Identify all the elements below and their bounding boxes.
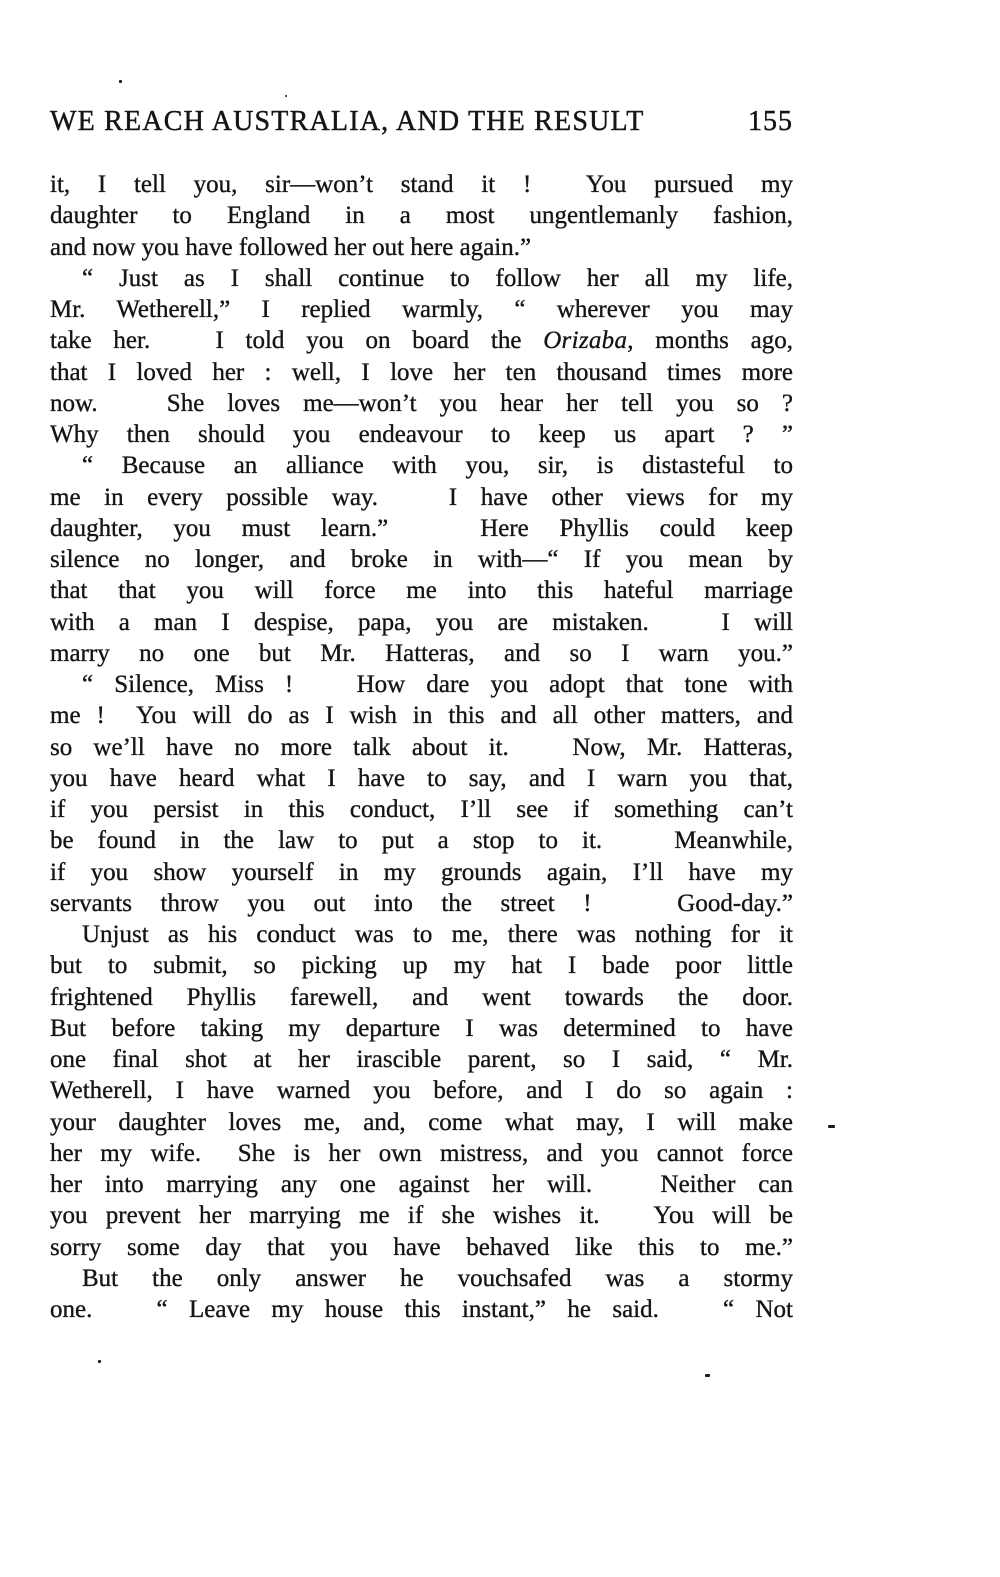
text-line — [50, 325, 793, 356]
text-line — [50, 1044, 793, 1075]
text-segment: Why then should you endeavour to keep us apart ? ” — [50, 421, 793, 448]
text-line — [50, 1263, 793, 1294]
text-line — [50, 575, 793, 606]
page-text-block — [50, 169, 793, 1325]
page-number: 155 — [748, 106, 793, 137]
running-header — [50, 106, 793, 138]
text-segment: one final shot at her irascible parent, so I said, “ Mr. — [50, 1046, 793, 1073]
scan-speck — [705, 1374, 710, 1377]
text-line — [50, 950, 793, 981]
paragraph — [50, 450, 793, 669]
text-segment: me in every possible way. I have other views for my — [50, 483, 793, 511]
text-line — [50, 232, 793, 263]
text-segment: if you persist in this conduct, I’ll see if something can’t — [50, 796, 793, 823]
text-line — [50, 669, 793, 700]
text-segment: you have heard what I have to say, and I warn you that, — [50, 764, 793, 792]
text-line — [50, 982, 793, 1013]
text-segment: with a man I despise, papa, you are mistaken. I will — [50, 608, 793, 636]
text-segment: her into marrying any one against her will. Neither can — [50, 1171, 793, 1198]
text-segment: you prevent her marrying me if she wishes it. You will be — [50, 1202, 793, 1230]
paragraph — [50, 669, 793, 919]
text-segment: and now you have followed her out here again.” — [50, 233, 532, 261]
text-line — [50, 1232, 793, 1263]
text-line — [50, 794, 793, 825]
text-segment: that that you will force me into this hateful marriage — [50, 577, 793, 605]
text-segment: Wetherell, I have warned you before, and I do so again : — [50, 1077, 793, 1105]
text-line — [50, 482, 793, 513]
text-line — [50, 700, 793, 731]
text-segment: one. “ Leave my house this instant,” he said. “ Not — [50, 1296, 793, 1323]
text-segment: silence no longer, and broke in with—“ If you mean by — [50, 546, 793, 573]
text-segment: it, I tell you, sir—won’t stand it ! You pursued my — [50, 171, 793, 198]
text-line — [50, 825, 793, 856]
text-line — [50, 1075, 793, 1106]
text-line — [50, 513, 793, 544]
text-segment: , months ago, — [627, 327, 793, 355]
text-line — [50, 763, 793, 794]
text-segment: “ Silence, Miss ! How dare you adopt that tone with — [82, 671, 793, 698]
text-segment: but to submit, so picking up my hat I bade poor little — [50, 952, 793, 980]
text-line — [50, 450, 793, 481]
text-line — [50, 607, 793, 638]
text-segment: “ Just as I shall continue to follow her all my life, — [82, 264, 793, 292]
text-line — [50, 919, 793, 950]
text-line — [50, 294, 793, 325]
paragraph — [50, 169, 793, 263]
text-line — [50, 1294, 793, 1325]
text-line — [50, 169, 793, 200]
text-segment: her my wife. She is her own mistress, and you cannot force — [50, 1139, 793, 1167]
paragraph — [50, 919, 793, 1263]
text-line — [50, 638, 793, 669]
text-segment: sorry some day that you have behaved like this to me.” — [50, 1233, 793, 1261]
text-segment: your daughter loves me, and, come what may, I will make — [50, 1108, 793, 1136]
text-segment: be found in the law to put a stop to it. Meanwhile, — [50, 827, 793, 855]
text-segment: daughter, you must learn.” Here Phyllis could keep — [50, 514, 793, 542]
scan-speck — [98, 1360, 101, 1363]
text-line — [50, 419, 793, 450]
text-line — [50, 388, 793, 419]
text-segment: Mr. Wetherell,” I replied warmly, “ wherever you may — [50, 296, 793, 323]
text-segment: servants throw you out into the street ! Good-day.” — [50, 889, 793, 917]
text-line — [50, 357, 793, 388]
text-line — [50, 732, 793, 763]
text-segment: me ! You will do as I wish in this and all other matters, and — [50, 702, 793, 730]
paragraph — [50, 263, 793, 451]
scan-speck — [119, 80, 122, 83]
scan-speck — [285, 95, 287, 97]
text-segment: daughter to England in a most ungentlemanly fashion, — [50, 202, 793, 230]
paragraph — [50, 1263, 793, 1326]
text-line — [50, 857, 793, 888]
text-line — [50, 1138, 793, 1169]
text-line — [50, 1107, 793, 1138]
italic-text: Orizaba — [543, 327, 628, 355]
text-line — [50, 1013, 793, 1044]
text-line — [50, 200, 793, 231]
text-segment: so we’ll have no more talk about it. Now, Mr. Hatteras, — [50, 733, 793, 761]
text-line — [50, 888, 793, 919]
text-line — [50, 544, 793, 575]
text-segment: “ Because an alliance with you, sir, is distasteful to — [82, 452, 793, 480]
text-segment: Unjust as his conduct was to me, there was nothing for it — [82, 921, 793, 948]
text-line — [50, 1169, 793, 1200]
text-line — [50, 263, 793, 294]
text-segment: if you show yourself in my grounds again, I’ll have my — [50, 858, 793, 886]
text-segment: now. She loves me—won’t you hear her tell you so ? — [50, 389, 793, 417]
text-segment: But before taking my departure I was determined to have — [50, 1014, 793, 1042]
text-line — [50, 1200, 793, 1231]
text-segment: marry no one but Mr. Hatteras, and so I warn you.” — [50, 639, 793, 667]
text-segment: take her. I told you on board the — [50, 327, 544, 355]
text-segment: But the only answer he vouchsafed was a stormy — [82, 1264, 793, 1292]
scan-speck — [828, 1125, 835, 1128]
text-segment: that I loved her : well, I love her ten thousand times more — [50, 358, 793, 386]
running-header-title: WE REACH AUSTRALIA, AND THE RESULT — [50, 106, 645, 137]
text-segment: frightened Phyllis farewell, and went towards the door. — [50, 983, 793, 1011]
